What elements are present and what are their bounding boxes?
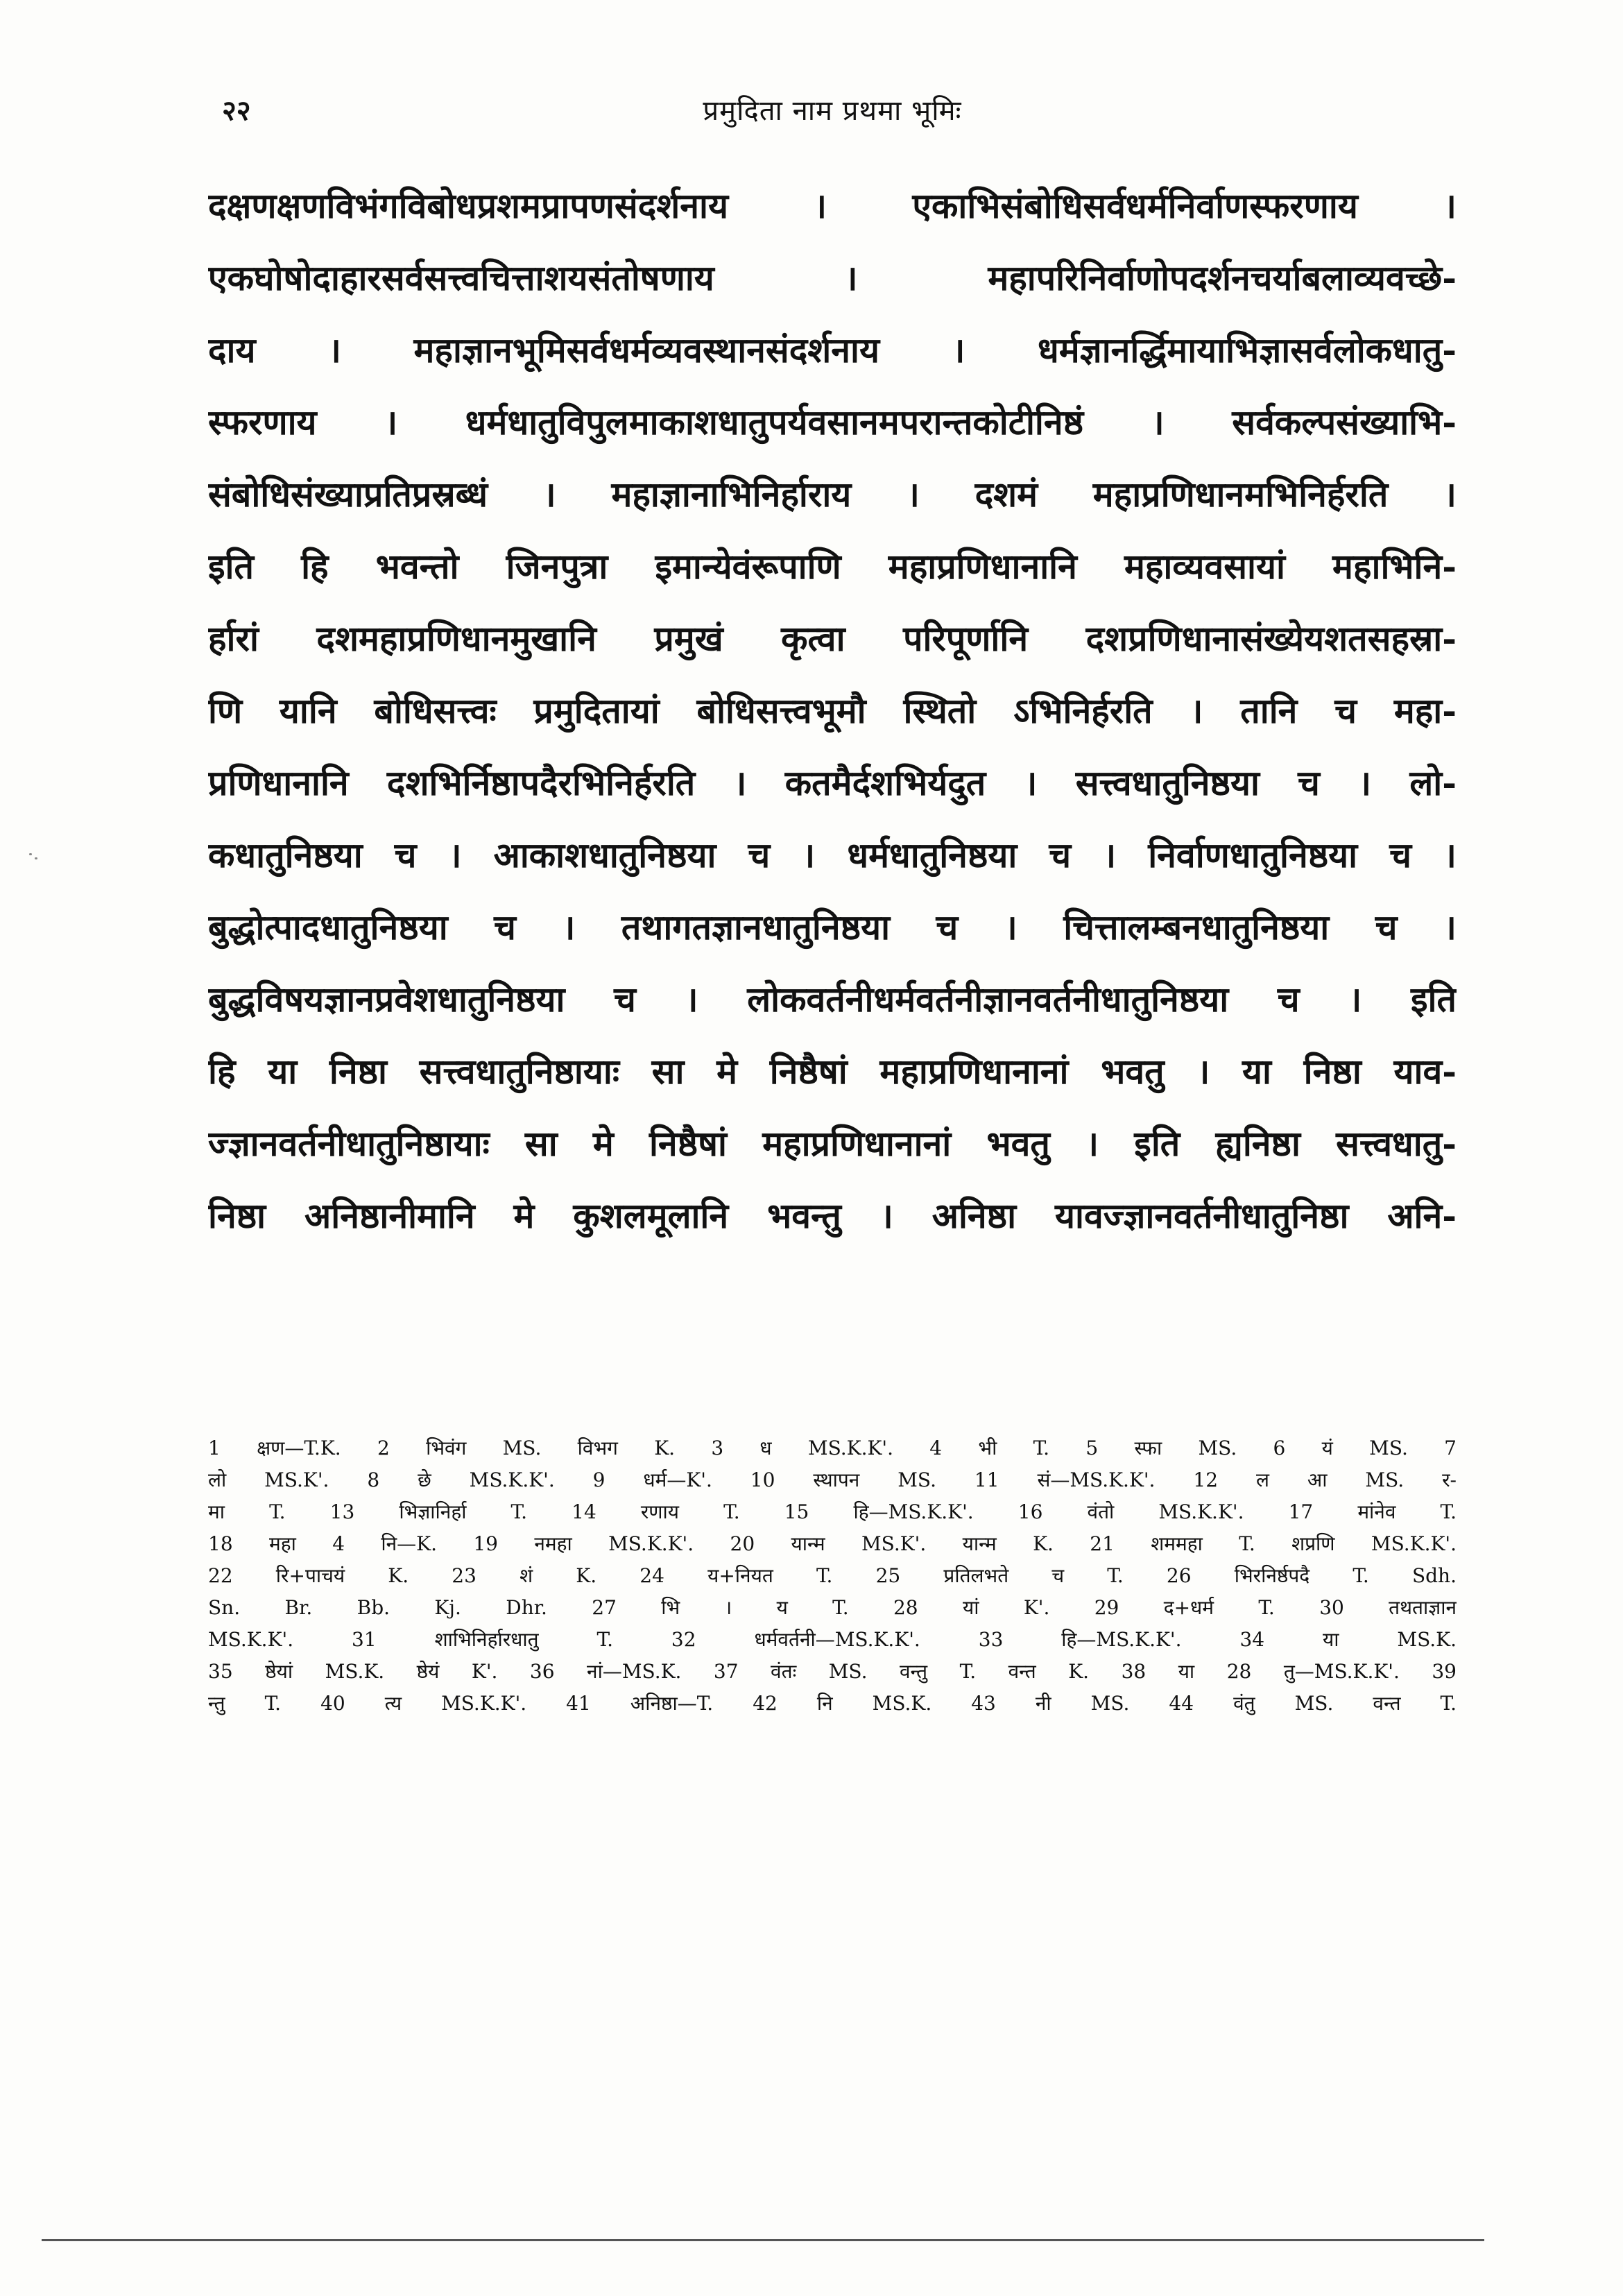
text-line: बुद्धोत्पादधातुनिष्ठया च । तथागतज्ञानधातुनिष्ठया च । चित्तालम्बनधातुनिष्ठया च । <box>208 907 1457 948</box>
text-line: र्हारां दशमहाप्रणिधानमुखानि प्रमुखं कृत्वा परिपूर्णानि दशप्रणिधानासंख्येयशतसहस्रा- <box>208 618 1457 659</box>
footnote-line: मा T. 13 भिज्ञानिर्हा T. 14 रणाय T. 15 हि—MS.K.K'. 16 वंतो MS.K.K'. 17 मांनेव T. <box>208 1500 1457 1523</box>
footnote-line: 35 ष्ठेयां MS.K. ष्ठेयं K'. 36 नां—MS.K. 37 वंतः MS. वन्तु T. वन्त K. 38 या 28 तु—MS.K.K'. 39 <box>208 1660 1457 1683</box>
text-line: एकघोषोदाहारसर्वसत्त्वचित्ताशयसंतोषणाय । महापरिनिर्वाणोपदर्शनचर्याबलाव्यवच्छे- <box>208 257 1457 298</box>
bottom-rule <box>42 2239 1484 2241</box>
text-line: दाय । महाज्ञानभूमिसर्वधर्मव्यवस्थानसंदर्शनाय । धर्मज्ञानर्द्धिमायाभिज्ञासर्वलोकधातु- <box>208 329 1457 370</box>
main-text-block <box>208 170 1457 1252</box>
text-line: णि यानि बोधिसत्त्वः प्रमुदितायां बोधिसत्त्वभूमौ स्थितो ऽभिनिर्हरति । तानि च महा- <box>208 690 1457 731</box>
text-line: इति हि भवन्तो जिनपुत्रा इमान्येवंरूपाणि महाप्रणिधानानि महाव्यवसायां महाभिनि- <box>208 546 1457 587</box>
text-line: कधातुनिष्ठया च । आकाशधातुनिष्ठया च । धर्मधातुनिष्ठया च । निर्वाणधातुनिष्ठया च । <box>208 834 1457 875</box>
footnote-line: न्तु T. 40 त्य MS.K.K'. 41 अनिष्ठा—T. 42 नि MS.K. 43 नी MS. 44 वंतु MS. वन्त T. <box>208 1692 1457 1715</box>
scan-speck <box>29 853 32 855</box>
footnote-line: Sn. Br. Bb. Kj. Dhr. 27 भि । य T. 28 यां K'. 29 द+धर्म T. 30 तथताज्ञान <box>208 1596 1457 1619</box>
text-line: दक्षणक्षणविभंगविबोधप्रशमप्रापणसंदर्शनाय । एकाभिसंबोधिसर्वधर्मनिर्वाणस्फरणाय । <box>208 185 1457 226</box>
footnote-line: 18 महा 4 नि—K. 19 नमहा MS.K.K'. 20 यान्म MS.K'. यान्म K. 21 शममहा T. शप्रणि MS.K.K'. <box>208 1532 1457 1555</box>
text-line: संबोधिसंख्याप्रतिप्रस्रब्धं । महाज्ञानाभिनिर्हाराय । दशमं महाप्रणिधानमभिनिर्हरति । <box>208 474 1457 515</box>
page-number: २२ <box>222 94 251 127</box>
footnotes-block <box>208 1432 1457 1720</box>
running-title: प्रमुदिता नाम प्रथमा भूमिः <box>703 95 962 127</box>
text-line: प्रणिधानानि दशभिर्निष्ठापदैरभिनिर्हरति । कतमैर्दशभिर्यदुत । सत्त्वधातुनिष्ठया च । लो- <box>208 762 1457 803</box>
text-line: ज्ज्ञानवर्तनीधातुनिष्ठायाः सा मे निष्ठैषां महाप्रणिधानानां भवतु । इति ह्यनिष्ठा सत्त्वधातु- <box>208 1123 1457 1164</box>
footnote-line: लो MS.K'. 8 छे MS.K.K'. 9 धर्म—K'. 10 स्थापन MS. 11 सं—MS.K.K'. 12 ल आ MS. र- <box>208 1468 1457 1491</box>
footnote-line: MS.K.K'. 31 शाभिनिर्हारधातु T. 32 धर्मवर्तनी—MS.K.K'. 33 हि—MS.K.K'. 34 या MS.K. <box>208 1628 1457 1651</box>
text-line: निष्ठा अनिष्ठानीमानि मे कुशलमूलानि भवन्तु । अनिष्ठा यावज्ज्ञानवर्तनीधातुनिष्ठा अनि- <box>208 1195 1457 1236</box>
footnote-line: 1 क्षण—T.K. 2 भिवंग MS. विभग K. 3 ध MS.K.K'. 4 भी T. 5 स्फा MS. 6 यं MS. 7 <box>208 1437 1457 1459</box>
scan-speck <box>35 857 37 859</box>
footnote-line: 22 रि+पाचयं K. 23 शं K. 24 य+नियत T. 25 प्रतिलभते च T. 26 भिरनिर्ष्ठपदै T. Sdh. <box>208 1564 1457 1587</box>
text-line: स्फरणाय । धर्मधातुविपुलमाकाशधातुपर्यवसानमपरान्तकोटीनिष्ठं । सर्वकल्पसंख्याभि- <box>208 402 1457 443</box>
text-line: हि या निष्ठा सत्त्वधातुनिष्ठायाः सा मे निष्ठैषां महाप्रणिधानानां भवतु । या निष्ठा याव- <box>208 1051 1457 1092</box>
text-line: बुद्धविषयज्ञानप्रवेशधातुनिष्ठया च । लोकवर्तनीधर्मवर्तनीज्ञानवर्तनीधातुनिष्ठया च । इति <box>208 979 1457 1020</box>
page-header <box>222 90 1443 132</box>
